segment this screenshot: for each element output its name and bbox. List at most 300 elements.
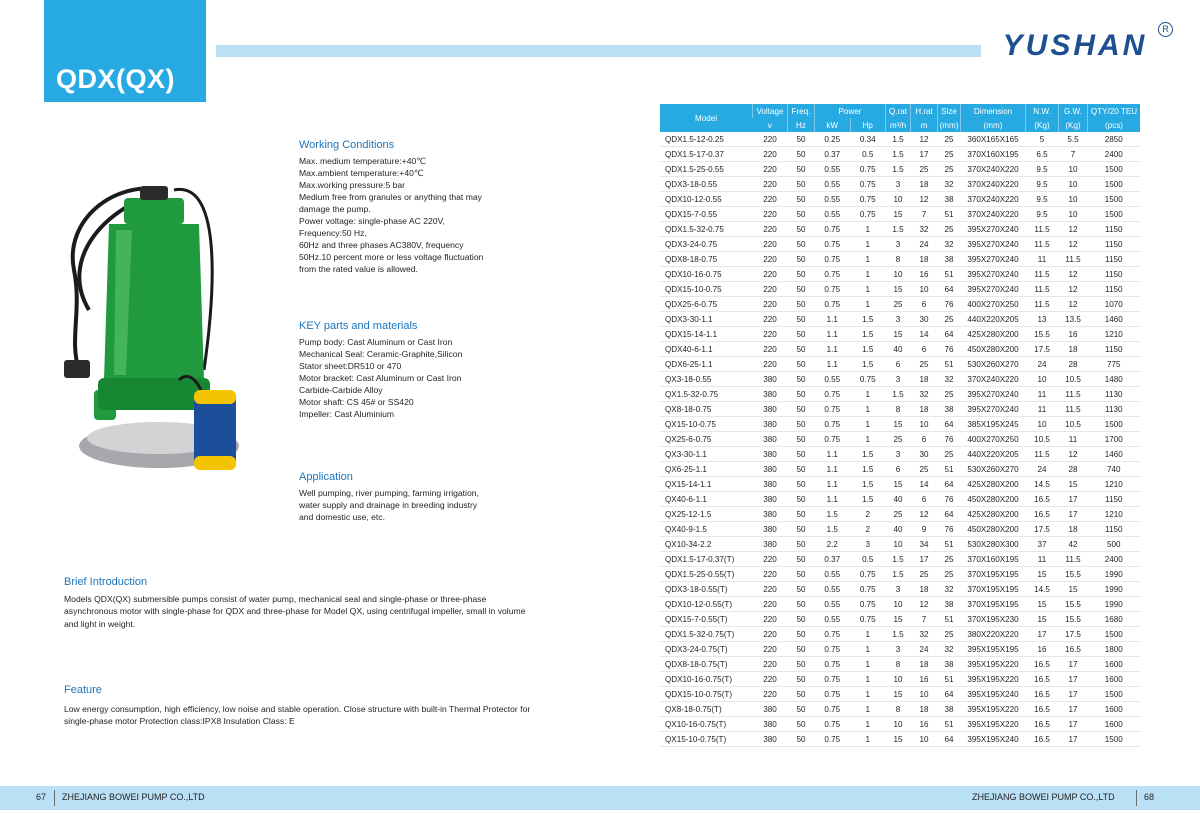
pump-illustration xyxy=(54,120,272,488)
table-cell: 1 xyxy=(850,402,886,417)
table-cell: 0.37 xyxy=(815,147,851,162)
table-cell: 0.55 xyxy=(815,372,851,387)
table-cell: 395X195X220 xyxy=(961,672,1026,687)
table-cell: 0.75 xyxy=(815,252,851,267)
table-cell: 32 xyxy=(911,627,938,642)
table-cell: 0.75 xyxy=(815,387,851,402)
table-cell: 17 xyxy=(1059,507,1088,522)
table-row xyxy=(660,462,1140,477)
model-cell: QX3-30-1.1 xyxy=(660,447,753,462)
table-cell: 370X240X220 xyxy=(961,372,1026,387)
header-cell: QTY/20 TEU xyxy=(1088,104,1141,118)
table-cell: 11 xyxy=(1026,252,1059,267)
table-cell: 380 xyxy=(753,372,788,387)
table-cell: 1.5 xyxy=(886,552,911,567)
table-cell: 220 xyxy=(753,132,788,147)
table-row xyxy=(660,687,1140,702)
table-cell: 3 xyxy=(886,447,911,462)
table-cell: 1 xyxy=(850,297,886,312)
table-row xyxy=(660,642,1140,657)
table-cell: 50 xyxy=(788,252,815,267)
table-cell: 1.1 xyxy=(815,462,851,477)
brand-logo xyxy=(1000,28,1150,62)
table-cell: 8 xyxy=(886,702,911,717)
table-cell: 380X220X220 xyxy=(961,627,1026,642)
table-cell: 12 xyxy=(1059,267,1088,282)
table-cell: 30 xyxy=(911,312,938,327)
table-cell: 1.5 xyxy=(886,627,911,642)
table-cell: 0.55 xyxy=(815,612,851,627)
table-cell: 25 xyxy=(938,387,961,402)
table-cell: 11.5 xyxy=(1026,297,1059,312)
table-cell: 1 xyxy=(850,627,886,642)
table-cell: 740 xyxy=(1088,462,1141,477)
table-cell: 12 xyxy=(1059,447,1088,462)
table-cell: 530X280X300 xyxy=(961,537,1026,552)
model-cell: QX8-18-0.75(T) xyxy=(660,702,753,717)
table-cell: 1 xyxy=(850,222,886,237)
table-row xyxy=(660,582,1140,597)
table-cell: 10 xyxy=(886,537,911,552)
table-cell: 51 xyxy=(938,672,961,687)
table-row xyxy=(660,537,1140,552)
table-row xyxy=(660,222,1140,237)
unit-cell: kW xyxy=(815,118,851,132)
model-cell: QDX1.5-32-0.75(T) xyxy=(660,627,753,642)
table-cell: 28 xyxy=(1059,357,1088,372)
table-cell: 15 xyxy=(1026,612,1059,627)
table-cell: 1 xyxy=(850,657,886,672)
table-cell: 50 xyxy=(788,132,815,147)
table-cell: 10.5 xyxy=(1059,417,1088,432)
table-cell: 38 xyxy=(938,192,961,207)
table-cell: 17 xyxy=(1059,687,1088,702)
table-cell: 1 xyxy=(850,282,886,297)
table-cell: 16.5 xyxy=(1026,732,1059,747)
table-cell: 1500 xyxy=(1088,687,1141,702)
table-cell: 51 xyxy=(938,462,961,477)
table-cell: 15.5 xyxy=(1026,327,1059,342)
table-cell: 14 xyxy=(911,477,938,492)
table-cell: 10 xyxy=(886,717,911,732)
working-line: 50Hz.10 percent more or less voltage fluctuation xyxy=(299,252,484,262)
table-cell: 14 xyxy=(911,327,938,342)
model-cell: QX40-9-1.5 xyxy=(660,522,753,537)
unit-cell: Hp xyxy=(850,118,886,132)
table-cell: 1.5 xyxy=(886,147,911,162)
table-cell: 1500 xyxy=(1088,732,1141,747)
working-line: Max.working pressure:5 bar xyxy=(299,180,406,190)
table-cell: 18 xyxy=(911,582,938,597)
table-cell: 0.55 xyxy=(815,597,851,612)
model-cell: QDX10-12-0.55 xyxy=(660,192,753,207)
table-cell: 17.5 xyxy=(1026,342,1059,357)
table-cell: 50 xyxy=(788,327,815,342)
table-cell: 11.5 xyxy=(1026,237,1059,252)
table-row xyxy=(660,342,1140,357)
table-cell: 220 xyxy=(753,642,788,657)
table-cell: 32 xyxy=(938,642,961,657)
table-cell: 15 xyxy=(886,417,911,432)
table-cell: 18 xyxy=(911,402,938,417)
working-line: Max.ambient temperature:+40℃ xyxy=(299,168,424,178)
table-cell: 64 xyxy=(938,417,961,432)
table-cell: 1 xyxy=(850,237,886,252)
model-cell: QDX3-24-0.75(T) xyxy=(660,642,753,657)
table-cell: 50 xyxy=(788,462,815,477)
table-cell: 17 xyxy=(911,552,938,567)
footer-divider xyxy=(54,790,55,806)
table-cell: 220 xyxy=(753,237,788,252)
table-cell: 25 xyxy=(886,507,911,522)
table-cell: 1.5 xyxy=(850,447,886,462)
table-cell: 0.75 xyxy=(850,372,886,387)
key-parts-line: Motor bracket: Cast Aluminum or Cast Iron xyxy=(299,373,462,383)
application-section xyxy=(299,471,509,523)
table-cell: 11.5 xyxy=(1059,387,1088,402)
table-cell: 14.5 xyxy=(1026,477,1059,492)
table-cell: 1.5 xyxy=(886,567,911,582)
table-cell: 51 xyxy=(938,357,961,372)
table-cell: 17 xyxy=(1059,657,1088,672)
table-cell: 0.75 xyxy=(815,222,851,237)
table-cell: 1600 xyxy=(1088,657,1141,672)
table-cell: 1.5 xyxy=(850,357,886,372)
table-row xyxy=(660,672,1140,687)
table-cell: 10 xyxy=(1026,372,1059,387)
model-cell: QDX15-10-0.75 xyxy=(660,282,753,297)
table-cell: 9.5 xyxy=(1026,207,1059,222)
table-cell: 1990 xyxy=(1088,567,1141,582)
table-cell: 6 xyxy=(886,357,911,372)
company-name-left: ZHEJIANG BOWEI PUMP CO.,LTD xyxy=(62,792,205,802)
table-cell: 24 xyxy=(1026,462,1059,477)
table-cell: 50 xyxy=(788,597,815,612)
table-cell: 12 xyxy=(1059,282,1088,297)
header-cell: Freq. xyxy=(788,104,815,118)
unit-cell: (Kg) xyxy=(1059,118,1088,132)
table-cell: 16 xyxy=(1059,327,1088,342)
brief-introduction-heading: Brief Introduction xyxy=(64,576,148,588)
working-conditions-section xyxy=(299,139,509,275)
table-cell: 1500 xyxy=(1088,207,1141,222)
table-cell: 16.5 xyxy=(1026,687,1059,702)
table-cell: 0.75 xyxy=(850,612,886,627)
table-cell: 1070 xyxy=(1088,297,1141,312)
table-cell: 220 xyxy=(753,597,788,612)
table-cell: 1500 xyxy=(1088,162,1141,177)
table-cell: 220 xyxy=(753,552,788,567)
working-line: Max. medium temperature:+40℃ xyxy=(299,156,426,166)
table-cell: 50 xyxy=(788,312,815,327)
table-cell: 220 xyxy=(753,657,788,672)
table-cell: 50 xyxy=(788,222,815,237)
unit-cell: (mm) xyxy=(938,118,961,132)
table-cell: 220 xyxy=(753,282,788,297)
table-cell: 18 xyxy=(911,702,938,717)
table-cell: 0.55 xyxy=(815,177,851,192)
table-cell: 50 xyxy=(788,387,815,402)
table-cell: 10 xyxy=(886,597,911,612)
model-cell: QX6-25-1.1 xyxy=(660,462,753,477)
model-cell: QX15-10-0.75(T) xyxy=(660,732,753,747)
table-cell: 50 xyxy=(788,612,815,627)
table-cell: 11.5 xyxy=(1026,282,1059,297)
table-cell: 16 xyxy=(911,267,938,282)
table-cell: 1.5 xyxy=(886,222,911,237)
table-row xyxy=(660,147,1140,162)
table-row xyxy=(660,267,1140,282)
table-cell: 530X260X270 xyxy=(961,357,1026,372)
table-cell: 1.5 xyxy=(850,492,886,507)
table-cell: 64 xyxy=(938,507,961,522)
model-cell: QDX1.5-17-0.37 xyxy=(660,147,753,162)
table-cell: 16.5 xyxy=(1026,507,1059,522)
table-cell: 15 xyxy=(886,477,911,492)
table-cell: 370X195X195 xyxy=(961,582,1026,597)
table-cell: 50 xyxy=(788,537,815,552)
table-cell: 50 xyxy=(788,192,815,207)
table-cell: 1500 xyxy=(1088,192,1141,207)
table-row xyxy=(660,207,1140,222)
table-cell: 1.1 xyxy=(815,477,851,492)
table-cell: 51 xyxy=(938,267,961,282)
table-cell: 10.5 xyxy=(1026,432,1059,447)
table-cell: 380 xyxy=(753,537,788,552)
table-cell: 10 xyxy=(911,282,938,297)
table-cell: 3 xyxy=(886,237,911,252)
table-cell: 15 xyxy=(886,327,911,342)
table-cell: 380 xyxy=(753,507,788,522)
table-cell: 17 xyxy=(1059,717,1088,732)
table-cell: 1.5 xyxy=(850,342,886,357)
table-cell: 17.5 xyxy=(1026,522,1059,537)
table-cell: 1.5 xyxy=(886,387,911,402)
table-row xyxy=(660,402,1140,417)
model-cell: QDX25-6-0.75 xyxy=(660,297,753,312)
table-cell: 8 xyxy=(886,252,911,267)
table-cell: 15.5 xyxy=(1059,567,1088,582)
table-cell: 380 xyxy=(753,732,788,747)
model-cell: QDX10-12-0.55(T) xyxy=(660,597,753,612)
model-cell: QDX1.5-25-0.55 xyxy=(660,162,753,177)
table-cell: 220 xyxy=(753,687,788,702)
table-cell: 18 xyxy=(1059,342,1088,357)
table-cell: 1 xyxy=(850,672,886,687)
table-row xyxy=(660,282,1140,297)
table-cell: 6 xyxy=(911,492,938,507)
table-cell: 25 xyxy=(938,552,961,567)
table-cell: 1150 xyxy=(1088,342,1141,357)
page-title: QDX(QX) xyxy=(56,64,176,94)
table-cell: 9 xyxy=(911,522,938,537)
table-cell: 2 xyxy=(850,522,886,537)
feature-section xyxy=(64,684,534,728)
table-cell: 11.5 xyxy=(1026,267,1059,282)
table-cell: 76 xyxy=(938,432,961,447)
table-cell: 12 xyxy=(911,192,938,207)
key-parts-line: Impeller: Cast Aluminium xyxy=(299,409,395,419)
table-cell: 1680 xyxy=(1088,612,1141,627)
table-cell: 16.5 xyxy=(1059,642,1088,657)
table-cell: 12 xyxy=(1059,237,1088,252)
table-cell: 50 xyxy=(788,342,815,357)
model-cell: QX15-14-1.1 xyxy=(660,477,753,492)
table-cell: 220 xyxy=(753,612,788,627)
unit-cell: (mm) xyxy=(961,118,1026,132)
table-cell: 0.75 xyxy=(815,717,851,732)
table-cell: 50 xyxy=(788,297,815,312)
table-cell: 1600 xyxy=(1088,702,1141,717)
table-cell: 1150 xyxy=(1088,282,1141,297)
table-cell: 440X220X205 xyxy=(961,447,1026,462)
model-cell: QX10-34-2.2 xyxy=(660,537,753,552)
key-parts-heading: KEY parts and materials xyxy=(299,320,418,332)
table-cell: 0.34 xyxy=(850,132,886,147)
key-parts-line: Stator sheet:DR510 or 470 xyxy=(299,361,402,371)
table-cell: 370X160X195 xyxy=(961,147,1026,162)
table-cell: 76 xyxy=(938,522,961,537)
table-cell: 15 xyxy=(1026,567,1059,582)
table-row xyxy=(660,612,1140,627)
table-cell: 50 xyxy=(788,402,815,417)
table-cell: 10 xyxy=(886,267,911,282)
model-cell: QX10-16-0.75(T) xyxy=(660,717,753,732)
table-cell: 18 xyxy=(1059,522,1088,537)
table-cell: 360X165X165 xyxy=(961,132,1026,147)
model-cell: QX8-18-0.75 xyxy=(660,402,753,417)
table-cell: 0.75 xyxy=(815,417,851,432)
table-cell: 2.2 xyxy=(815,537,851,552)
table-cell: 42 xyxy=(1059,537,1088,552)
table-cell: 0.55 xyxy=(815,582,851,597)
table-cell: 1 xyxy=(850,687,886,702)
table-cell: 11.5 xyxy=(1059,402,1088,417)
table-cell: 0.75 xyxy=(815,267,851,282)
working-line: Frequency:50 Hz, xyxy=(299,228,367,238)
table-cell: 9.5 xyxy=(1026,162,1059,177)
table-cell: 220 xyxy=(753,582,788,597)
table-cell: 395X195X240 xyxy=(961,732,1026,747)
table-cell: 64 xyxy=(938,282,961,297)
table-cell: 50 xyxy=(788,492,815,507)
table-cell: 50 xyxy=(788,672,815,687)
table-cell: 15 xyxy=(886,732,911,747)
table-cell: 370X240X220 xyxy=(961,192,1026,207)
table-cell: 220 xyxy=(753,252,788,267)
table-cell: 8 xyxy=(886,402,911,417)
table-cell: 16.5 xyxy=(1026,657,1059,672)
header-cell: Power xyxy=(815,104,886,118)
table-cell: 380 xyxy=(753,702,788,717)
table-cell: 6 xyxy=(911,342,938,357)
table-cell: 220 xyxy=(753,312,788,327)
table-cell: 0.75 xyxy=(850,162,886,177)
table-cell: 13 xyxy=(1026,312,1059,327)
table-cell: 220 xyxy=(753,222,788,237)
table-cell: 0.75 xyxy=(850,207,886,222)
model-cell: QDX3-30-1.1 xyxy=(660,312,753,327)
table-cell: 0.75 xyxy=(815,297,851,312)
table-cell: 64 xyxy=(938,327,961,342)
spec-table xyxy=(660,104,1140,747)
table-cell: 50 xyxy=(788,207,815,222)
table-cell: 1600 xyxy=(1088,672,1141,687)
model-cell: QX1.5-32-0.75 xyxy=(660,387,753,402)
table-row xyxy=(660,327,1140,342)
table-cell: 2850 xyxy=(1088,132,1141,147)
model-cell: QDX1.5-32-0.75 xyxy=(660,222,753,237)
logo-text: YUSHAN xyxy=(1002,29,1148,62)
table-cell: 76 xyxy=(938,342,961,357)
table-cell: 25 xyxy=(938,627,961,642)
table-row xyxy=(660,432,1140,447)
table-cell: 1700 xyxy=(1088,432,1141,447)
table-cell: 24 xyxy=(911,642,938,657)
table-cell: 15 xyxy=(886,687,911,702)
model-cell: QDX15-14-1.1 xyxy=(660,327,753,342)
table-cell: 1150 xyxy=(1088,522,1141,537)
table-cell: 76 xyxy=(938,492,961,507)
table-cell: 7 xyxy=(911,612,938,627)
table-cell: 0.75 xyxy=(815,282,851,297)
table-cell: 425X280X200 xyxy=(961,327,1026,342)
working-line: damage the pump. xyxy=(299,204,371,214)
table-cell: 11 xyxy=(1059,432,1088,447)
table-cell: 25 xyxy=(911,462,938,477)
page-number-left: 67 xyxy=(36,792,47,802)
table-cell: 450X280X200 xyxy=(961,492,1026,507)
table-cell: 12 xyxy=(911,132,938,147)
model-cell: QDX8-18-0.75 xyxy=(660,252,753,267)
model-cell: QDX8-18-0.75(T) xyxy=(660,657,753,672)
table-cell: 16.5 xyxy=(1026,717,1059,732)
working-line: Medium free from granules or anything that may xyxy=(299,192,482,202)
table-cell: 1 xyxy=(850,387,886,402)
table-cell: 32 xyxy=(938,177,961,192)
table-cell: 32 xyxy=(911,387,938,402)
table-cell: 37 xyxy=(1026,537,1059,552)
table-cell: 11.5 xyxy=(1026,447,1059,462)
table-cell: 38 xyxy=(938,597,961,612)
table-cell: 1150 xyxy=(1088,237,1141,252)
header-cell: Q.rat xyxy=(886,104,911,118)
table-cell: 1 xyxy=(850,417,886,432)
table-cell: 10 xyxy=(911,732,938,747)
table-cell: 0.75 xyxy=(815,657,851,672)
table-cell: 1150 xyxy=(1088,267,1141,282)
feature-text: Low energy consumption, high efficiency, low noise and stable operation. Close structure with built-in Thermal Protector for single-phase motor Protection class:IPX8 Insulation Class: E xyxy=(64,703,531,726)
table-cell: 395X195X220 xyxy=(961,657,1026,672)
spec-table-body xyxy=(660,132,1140,747)
table-cell: 50 xyxy=(788,432,815,447)
table-cell: 1.5 xyxy=(850,312,886,327)
table-cell: 25 xyxy=(938,567,961,582)
table-cell: 50 xyxy=(788,147,815,162)
table-cell: 10 xyxy=(1059,177,1088,192)
table-cell: 15 xyxy=(1059,582,1088,597)
table-cell: 38 xyxy=(938,252,961,267)
title-block xyxy=(44,0,206,102)
table-cell: 32 xyxy=(938,237,961,252)
table-cell: 50 xyxy=(788,567,815,582)
table-cell: 395X195X220 xyxy=(961,702,1026,717)
table-cell: 0.75 xyxy=(850,597,886,612)
table-cell: 34 xyxy=(911,537,938,552)
table-cell: 220 xyxy=(753,162,788,177)
table-row xyxy=(660,372,1140,387)
feature-heading: Feature xyxy=(64,684,102,696)
